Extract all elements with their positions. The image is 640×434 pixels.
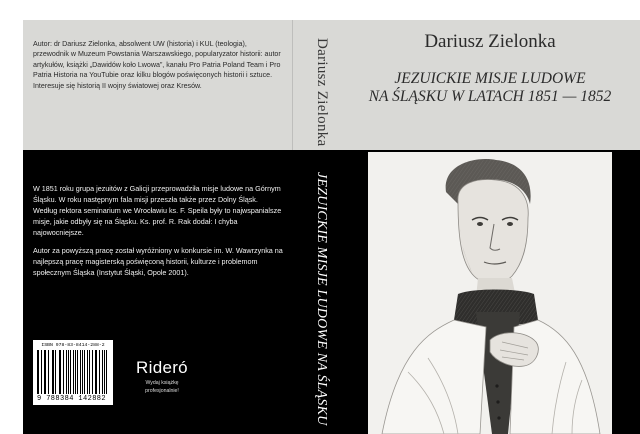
barcode-digits: 9 788384 142882 (37, 395, 107, 403)
spine-title: JEZUICKIE MISJE LUDOWE NA ŚLĄSKU (314, 172, 329, 426)
blurb-paragraph-1: W 1851 roku grupa jezuitów z Galicji przeprowadziła misje ludowe na Górnym Śląsku. W roku następnym fala misji przeszła także przez Dolny Śląsk. Według rektora seminarium we Wrocławiu ks. F. Speila były to najwspanialsze misje, jakie odbyły się na Śląsku. Ks. prof. R. Rak dodał: I chyba najowocniejsze. (33, 184, 282, 237)
back-cover-blurb (33, 183, 283, 285)
barcode-bar (73, 350, 74, 394)
barcode-bar (87, 350, 88, 394)
isbn-label: ISBN 978-83-8414-288-2 (41, 343, 105, 348)
barcode-bar (41, 350, 42, 394)
barcode-bar (53, 350, 54, 394)
publisher-tagline-2: profesjonalnie! (145, 388, 179, 395)
front-title (340, 70, 640, 106)
barcode-bar (95, 350, 96, 394)
spine-author: Dariusz Zielonka (314, 38, 330, 147)
barcode-bar (60, 350, 61, 394)
isbn-barcode (33, 340, 113, 405)
author-bio: Autor: dr Dariusz Zielonka, absolwent UW (historia) i KUL (teologia), przewodnik w Muzeum Powstania Warszawskiego, popularyzator historii: autor artykułów, książki „Dawidów koło Lwowa”, kanału Pro Patria Poland Team i Pro Patria Historia na YouTubie oraz kilku blogów poświęconych historii i sztuce. Interesuje się historią II wojny światowej oraz Kresów. (33, 40, 281, 90)
publisher-name: Rideró (136, 358, 188, 377)
blurb-paragraph-2: Autor za powyższą pracę został wyróżniony w konkursie im. W. Wawrzynka na najlepszą pracę magisterską poświęconą historii, kulturze i problemom społecznym Śląska (Instytut Śląski, Opole 2001). (33, 246, 283, 277)
front-title-line-2: NA ŚLĄSKU W LATACH 1851 — 1852 (368, 88, 612, 105)
barcode-bars (37, 350, 109, 394)
barcode-bar (102, 350, 103, 394)
spine-separator (292, 20, 293, 434)
barcode-bar (82, 350, 83, 394)
publisher-tagline-1: Wydaj książkę (145, 380, 179, 386)
priest-portrait-illustration (368, 152, 612, 434)
front-title-line-1: JEZUICKIE MISJE LUDOWE (394, 70, 586, 87)
publisher-logo (127, 358, 197, 395)
front-author: Dariusz Zielonka (424, 31, 556, 52)
barcode-bar (66, 350, 67, 394)
barcode-bar (48, 350, 49, 394)
